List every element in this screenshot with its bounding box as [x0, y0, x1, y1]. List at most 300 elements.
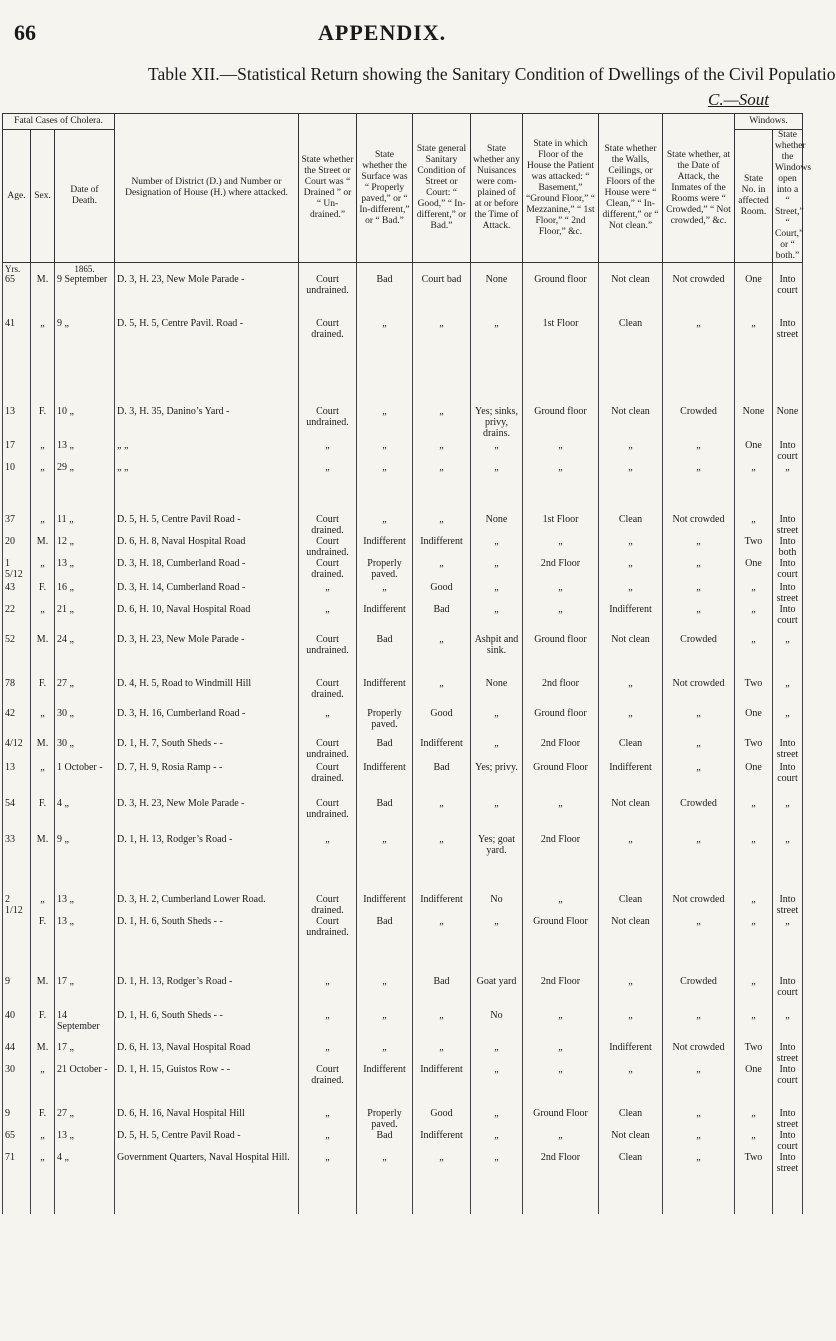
cell-surface: Bad	[357, 1130, 413, 1152]
cell-windows-no: Two	[735, 1152, 773, 1174]
cell-street: Court drained.	[299, 558, 357, 582]
cell-windows-open: Into court	[773, 274, 803, 318]
cell-crowded: Crowded	[663, 634, 735, 678]
header-sanitary: State general Sanitary Condition of Street or Court: “ Good,” “ In-different,” or Bad.”	[413, 114, 471, 263]
cell-sex: F.	[31, 916, 55, 976]
cell-sex: M.	[31, 1042, 55, 1064]
cell-walls: Not clean	[599, 274, 663, 318]
cell-date: 4 „	[55, 1152, 115, 1174]
cell-crowded: Crowded	[663, 976, 735, 1010]
cell-date: 11 „	[55, 514, 115, 536]
header-windows: Windows.	[735, 114, 803, 130]
cell-windows-open: Into street	[773, 1108, 803, 1130]
cell-crowded: Not crowded	[663, 274, 735, 318]
cell-windows-no: „	[735, 1010, 773, 1042]
cell-date: 24 „	[55, 634, 115, 678]
cell-sanitary: „	[413, 1042, 471, 1064]
cell-street: „	[299, 708, 357, 738]
table-row	[3, 798, 803, 834]
cell-street: „	[299, 1108, 357, 1130]
cell-street: Court undrained.	[299, 634, 357, 678]
cell-sex: F.	[31, 1108, 55, 1130]
cell-sex: M.	[31, 274, 55, 318]
cell-surface: Properly paved.	[357, 1108, 413, 1130]
table-row	[3, 274, 803, 318]
cell-age: 13	[3, 762, 31, 798]
cell-windows-no: „	[735, 894, 773, 916]
cell-walls: Indifferent	[599, 762, 663, 798]
cell-surface: „	[357, 1152, 413, 1174]
cell-crowded: „	[663, 1130, 735, 1152]
cell-floor: 1st Floor	[523, 514, 599, 536]
cell-surface: Indifferent	[357, 894, 413, 916]
cell-sanitary: „	[413, 834, 471, 894]
cell-walls: Not clean	[599, 916, 663, 976]
cell-street: „	[299, 582, 357, 604]
cell-nuisances: „	[471, 1042, 523, 1064]
cell-district: D. 1, H. 6, South Sheds - -	[115, 916, 299, 976]
cell-sex: „	[31, 762, 55, 798]
cell-date: 9 September	[55, 274, 115, 318]
cell-nuisances: „	[471, 708, 523, 738]
cell-street: Court drained.	[299, 1064, 357, 1108]
cell-floor: „	[523, 440, 599, 462]
cell-age: 54	[3, 798, 31, 834]
cell-surface: „	[357, 514, 413, 536]
cell-nuisances: „	[471, 582, 523, 604]
cell-surface: „	[357, 406, 413, 440]
cell-windows-open: Into court	[773, 762, 803, 798]
cell-walls: Not clean	[599, 1130, 663, 1152]
table-row	[3, 762, 803, 798]
cell-date: 13 „	[55, 916, 115, 976]
cell-windows-no: „	[735, 462, 773, 514]
cell-district: „ „	[115, 440, 299, 462]
cell-district: D. 3, H. 16, Cumberland Road -	[115, 708, 299, 738]
cell-sanitary: „	[413, 798, 471, 834]
cell-crowded: „	[663, 558, 735, 582]
cell-windows-no: One	[735, 1064, 773, 1108]
cell-district: D. 7, H. 9, Rosia Ramp - -	[115, 762, 299, 798]
header-district: Number of District (D.) and Number or Designation of House (H.) where attacked.	[115, 114, 299, 263]
cell-floor: „	[523, 798, 599, 834]
cell-nuisances: „	[471, 318, 523, 406]
table-row	[3, 894, 803, 916]
cell-age: 13	[3, 406, 31, 440]
cell-floor: „	[523, 604, 599, 634]
cell-sanitary: „	[413, 558, 471, 582]
cell-sanitary: Indifferent	[413, 536, 471, 558]
cell-windows-open: Into both	[773, 536, 803, 558]
cell-crowded: „	[663, 1152, 735, 1174]
cell-date: 21 „	[55, 604, 115, 634]
cell-floor: 1st Floor	[523, 318, 599, 406]
cell-nuisances: Yes; privy.	[471, 762, 523, 798]
cell-date: 21 October -	[55, 1064, 115, 1108]
cell-sex: F.	[31, 798, 55, 834]
cell-windows-open: Into street	[773, 514, 803, 536]
header-nuisances: State whether any Nuisances were com-plained of at or before the Time of Attack.	[471, 114, 523, 263]
cell-walls: Clean	[599, 894, 663, 916]
table-row	[3, 1042, 803, 1064]
cell-surface: Bad	[357, 798, 413, 834]
cell-walls: „	[599, 1010, 663, 1042]
cell-surface: „	[357, 976, 413, 1010]
cell-walls: „	[599, 582, 663, 604]
running-head: APPENDIX.	[318, 20, 447, 45]
cell-windows-open: Into street	[773, 1152, 803, 1174]
cell-age	[3, 916, 31, 976]
cell-age: 2 1/12	[3, 894, 31, 916]
table-row	[3, 738, 803, 762]
cell-windows-no: „	[735, 1130, 773, 1152]
cell-age: 78	[3, 678, 31, 708]
cell-sanitary: Good	[413, 708, 471, 738]
table-row	[3, 582, 803, 604]
cell-windows-open: Into court	[773, 1064, 803, 1108]
table-row	[3, 1130, 803, 1152]
cell-crowded: „	[663, 318, 735, 406]
cell-nuisances: „	[471, 798, 523, 834]
cell-age: 9	[3, 976, 31, 1010]
cell-crowded: „	[663, 582, 735, 604]
cell-sanitary: „	[413, 1010, 471, 1042]
cell-sex: F.	[31, 406, 55, 440]
cell-nuisances: „	[471, 1152, 523, 1174]
cell-date: 13 „	[55, 558, 115, 582]
cell-street: Court undrained.	[299, 798, 357, 834]
cell-district: D. 3, H. 23, New Mole Parade -	[115, 798, 299, 834]
cell-sex: „	[31, 318, 55, 406]
cell-date: 13 „	[55, 1130, 115, 1152]
cell-nuisances: „	[471, 604, 523, 634]
cell-age: 40	[3, 1010, 31, 1042]
cell-sanitary: Bad	[413, 604, 471, 634]
cell-nuisances: „	[471, 558, 523, 582]
cell-floor: „	[523, 1130, 599, 1152]
cell-age: 44	[3, 1042, 31, 1064]
cell-crowded: Crowded	[663, 798, 735, 834]
table-row	[3, 1064, 803, 1108]
table-row	[3, 536, 803, 558]
cell-walls: „	[599, 678, 663, 708]
cell-floor: 2nd Floor	[523, 976, 599, 1010]
cell-sex: „	[31, 708, 55, 738]
cell-nuisances: „	[471, 1130, 523, 1152]
cell-nuisances: „	[471, 738, 523, 762]
table-row	[3, 604, 803, 634]
cell-district: D. 6, H. 10, Naval Hospital Road	[115, 604, 299, 634]
table-row	[3, 1152, 803, 1174]
unit-years: Yrs.	[5, 264, 21, 274]
cell-sex: „	[31, 1130, 55, 1152]
cell-crowded: „	[663, 708, 735, 738]
cell-sex: „	[31, 440, 55, 462]
table-header	[3, 114, 812, 263]
cell-age: 33	[3, 834, 31, 894]
header-floor: State in which Floor of the House the Patient was attacked: “ Basement,” “Ground Floor,” “ Mezzanine,” “ 1st Floor,” “ 2nd Floor,” &c.	[523, 114, 599, 263]
cell-date: 30 „	[55, 738, 115, 762]
cell-sanitary: Court bad	[413, 274, 471, 318]
cell-crowded: „	[663, 536, 735, 558]
cell-age: 20	[3, 536, 31, 558]
cell-date: 30 „	[55, 708, 115, 738]
cell-floor: Ground floor	[523, 406, 599, 440]
cell-windows-open: „	[773, 708, 803, 738]
subtitle-text: C.—Sout	[708, 90, 769, 109]
header-age: Age.	[3, 130, 31, 263]
cell-surface: „	[357, 1010, 413, 1042]
cell-date: 12 „	[55, 536, 115, 558]
cell-floor: Ground Floor	[523, 1108, 599, 1130]
cell-windows-no: Two	[735, 678, 773, 708]
cell-date: 14 September	[55, 1010, 115, 1042]
cell-sanitary: „	[413, 678, 471, 708]
cell-nuisances: None	[471, 514, 523, 536]
cell-crowded: Crowded	[663, 406, 735, 440]
cell-walls: „	[599, 976, 663, 1010]
cell-crowded: Not crowded	[663, 678, 735, 708]
cell-sanitary: „	[413, 634, 471, 678]
cell-floor: „	[523, 462, 599, 514]
cell-windows-no: „	[735, 916, 773, 976]
cell-street: „	[299, 1130, 357, 1152]
cell-age: 10	[3, 462, 31, 514]
cell-surface: „	[357, 440, 413, 462]
cell-windows-open: Into street	[773, 318, 803, 406]
cell-crowded: „	[663, 834, 735, 894]
cell-floor: 2nd Floor	[523, 1152, 599, 1174]
cell-date: 1 October -	[55, 762, 115, 798]
cell-walls: „	[599, 834, 663, 894]
cell-surface: Bad	[357, 916, 413, 976]
cell-age: 22	[3, 604, 31, 634]
table-row	[3, 916, 803, 976]
cell-sanitary: „	[413, 318, 471, 406]
cell-age: 17	[3, 440, 31, 462]
cell-windows-no: One	[735, 708, 773, 738]
cell-windows-no: „	[735, 318, 773, 406]
year-label: 1865.	[74, 264, 95, 274]
page-number: 66	[14, 20, 36, 45]
cell-floor: „	[523, 1064, 599, 1108]
cell-sanitary: Bad	[413, 762, 471, 798]
header-street: State whether the Street or Court was “ Drained ” or “ Un-drained.”	[299, 114, 357, 263]
cell-windows-open: „	[773, 1010, 803, 1042]
table-row	[3, 678, 803, 708]
cell-surface: Indifferent	[357, 1064, 413, 1108]
table-row	[3, 1010, 803, 1042]
cell-sanitary: Bad	[413, 976, 471, 1010]
cell-surface: Properly paved.	[357, 558, 413, 582]
cell-crowded: „	[663, 916, 735, 976]
cell-nuisances: „	[471, 440, 523, 462]
cell-surface: Indifferent	[357, 762, 413, 798]
cell-nuisances: Yes; goat yard.	[471, 834, 523, 894]
cell-windows-open: Into court	[773, 558, 803, 582]
cell-surface: „	[357, 318, 413, 406]
cell-nuisances: Yes; sinks, privy, drains.	[471, 406, 523, 440]
cell-floor: Ground floor	[523, 708, 599, 738]
cell-walls: „	[599, 1064, 663, 1108]
cell-street: „	[299, 440, 357, 462]
cell-windows-open: „	[773, 634, 803, 678]
table-row	[3, 318, 803, 406]
cell-nuisances: No	[471, 894, 523, 916]
cell-walls: „	[599, 462, 663, 514]
cell-windows-no: Two	[735, 536, 773, 558]
cell-sex: „	[31, 604, 55, 634]
cell-floor: „	[523, 1042, 599, 1064]
cell-street: Court undrained.	[299, 274, 357, 318]
cell-windows-open: „	[773, 798, 803, 834]
cell-nuisances: Goat yard	[471, 976, 523, 1010]
cell-sanitary: Good	[413, 1108, 471, 1130]
cell-surface: Properly paved.	[357, 708, 413, 738]
cell-date: 4 „	[55, 798, 115, 834]
cell-date: 16 „	[55, 582, 115, 604]
header-windows-no: State No. in affected Room.	[735, 130, 773, 263]
cell-walls: „	[599, 558, 663, 582]
cell-sex: „	[31, 558, 55, 582]
cell-walls: „	[599, 440, 663, 462]
cell-surface: „	[357, 582, 413, 604]
cell-windows-open: None	[773, 406, 803, 440]
cell-floor: 2nd Floor	[523, 834, 599, 894]
cell-nuisances: None	[471, 678, 523, 708]
cell-windows-open: „	[773, 834, 803, 894]
cell-district: D. 1, H. 6, South Sheds - -	[115, 1010, 299, 1042]
cell-crowded: „	[663, 462, 735, 514]
cell-windows-no: „	[735, 834, 773, 894]
cell-sanitary: „	[413, 462, 471, 514]
cell-floor: Ground Floor	[523, 762, 599, 798]
cell-age: 52	[3, 634, 31, 678]
cell-street: Court undrained.	[299, 536, 357, 558]
cell-windows-no: Two	[735, 738, 773, 762]
cell-street: Court drained.	[299, 318, 357, 406]
cell-walls: Clean	[599, 738, 663, 762]
cell-windows-no: „	[735, 1108, 773, 1130]
cell-crowded: „	[663, 1108, 735, 1130]
cell-sanitary: Indifferent	[413, 738, 471, 762]
cell-street: „	[299, 1152, 357, 1174]
cell-crowded: Not crowded	[663, 514, 735, 536]
cell-sanitary: „	[413, 916, 471, 976]
cell-crowded: „	[663, 762, 735, 798]
cell-age: 9	[3, 1108, 31, 1130]
table-row	[3, 558, 803, 582]
cell-windows-no: Two	[735, 1042, 773, 1064]
cell-sex: F.	[31, 678, 55, 708]
cell-windows-open: Into court	[773, 604, 803, 634]
cell-street: „	[299, 1042, 357, 1064]
cell-sex: F.	[31, 582, 55, 604]
cell-date: 27 „	[55, 678, 115, 708]
header-fatal-cases: Fatal Cases of Cholera.	[3, 114, 115, 130]
cell-district: D. 5, H. 5, Centre Pavil. Road -	[115, 318, 299, 406]
cell-district: D. 3, H. 2, Cumberland Lower Road.	[115, 894, 299, 916]
cell-crowded: „	[663, 738, 735, 762]
cell-sanitary: „	[413, 1152, 471, 1174]
cell-district: D. 4, H. 5, Road to Windmill Hill	[115, 678, 299, 708]
cell-walls: Clean	[599, 1152, 663, 1174]
cell-windows-open: Into court	[773, 1130, 803, 1152]
cell-district: D. 1, H. 7, South Sheds - -	[115, 738, 299, 762]
cell-district: D. 5, H. 5, Centre Pavil Road -	[115, 514, 299, 536]
cell-sanitary: „	[413, 406, 471, 440]
cell-date: 17 „	[55, 976, 115, 1010]
cell-age: 1 5/12	[3, 558, 31, 582]
cell-district: D. 1, H. 15, Guistos Row - -	[115, 1064, 299, 1108]
cell-sex: F.	[31, 1010, 55, 1042]
cell-walls: Indifferent	[599, 604, 663, 634]
cell-date: 9 „	[55, 834, 115, 894]
cell-sanitary: „	[413, 440, 471, 462]
cell-crowded: „	[663, 1010, 735, 1042]
cell-floor: „	[523, 582, 599, 604]
cell-walls: Not clean	[599, 798, 663, 834]
cell-date: 27 „	[55, 1108, 115, 1130]
cell-windows-no: None	[735, 406, 773, 440]
cell-windows-no: One	[735, 440, 773, 462]
cell-floor: Ground floor	[523, 274, 599, 318]
cell-sex: M.	[31, 536, 55, 558]
cell-windows-open: Into street	[773, 894, 803, 916]
cell-street: „	[299, 462, 357, 514]
cell-street: „	[299, 1010, 357, 1042]
cell-district: „ „	[115, 462, 299, 514]
cell-street: Court undrained.	[299, 738, 357, 762]
cell-surface: „	[357, 834, 413, 894]
cell-nuisances: „	[471, 1064, 523, 1108]
cell-nuisances: „	[471, 462, 523, 514]
cell-sanitary: Indifferent	[413, 1130, 471, 1152]
cell-sex: „	[31, 462, 55, 514]
cell-sex: „	[31, 514, 55, 536]
cell-walls: „	[599, 708, 663, 738]
cell-district: D. 6, H. 16, Naval Hospital Hill	[115, 1108, 299, 1130]
table-row	[3, 440, 803, 462]
cell-street: Court drained.	[299, 762, 357, 798]
cell-windows-no: One	[735, 762, 773, 798]
cell-district: D. 6, H. 8, Naval Hospital Road	[115, 536, 299, 558]
cell-age: 41	[3, 318, 31, 406]
cell-age: 43	[3, 582, 31, 604]
cell-date: 13 „	[55, 894, 115, 916]
cell-street: Court drained.	[299, 678, 357, 708]
cell-street: „	[299, 604, 357, 634]
cell-district: D. 1, H. 13, Rodger’s Road -	[115, 976, 299, 1010]
cell-date: 17 „	[55, 1042, 115, 1064]
header-crowded: State whether, at the Date of Attack, the Inmates of the Rooms were “ Crowded,” “ Not crowded,” &c.	[663, 114, 735, 263]
cell-street: „	[299, 834, 357, 894]
cell-nuisances: Ashpit and sink.	[471, 634, 523, 678]
cell-sex: „	[31, 1152, 55, 1174]
table-row-units	[3, 263, 803, 275]
cell-district: Government Quarters, Naval Hospital Hill.	[115, 1152, 299, 1174]
cell-age: 37	[3, 514, 31, 536]
cell-street: Court undrained.	[299, 916, 357, 976]
cell-windows-open: „	[773, 678, 803, 708]
cell-sanitary: „	[413, 514, 471, 536]
cell-walls: Not clean	[599, 406, 663, 440]
cell-age: 65	[3, 1130, 31, 1152]
cell-nuisances: None	[471, 274, 523, 318]
table-title: Table XII.—Statistical Return showing the Sanitary Condition of Dwellings of the Civil Populatio	[148, 64, 836, 84]
table-row	[3, 634, 803, 678]
cell-date: 9 „	[55, 318, 115, 406]
